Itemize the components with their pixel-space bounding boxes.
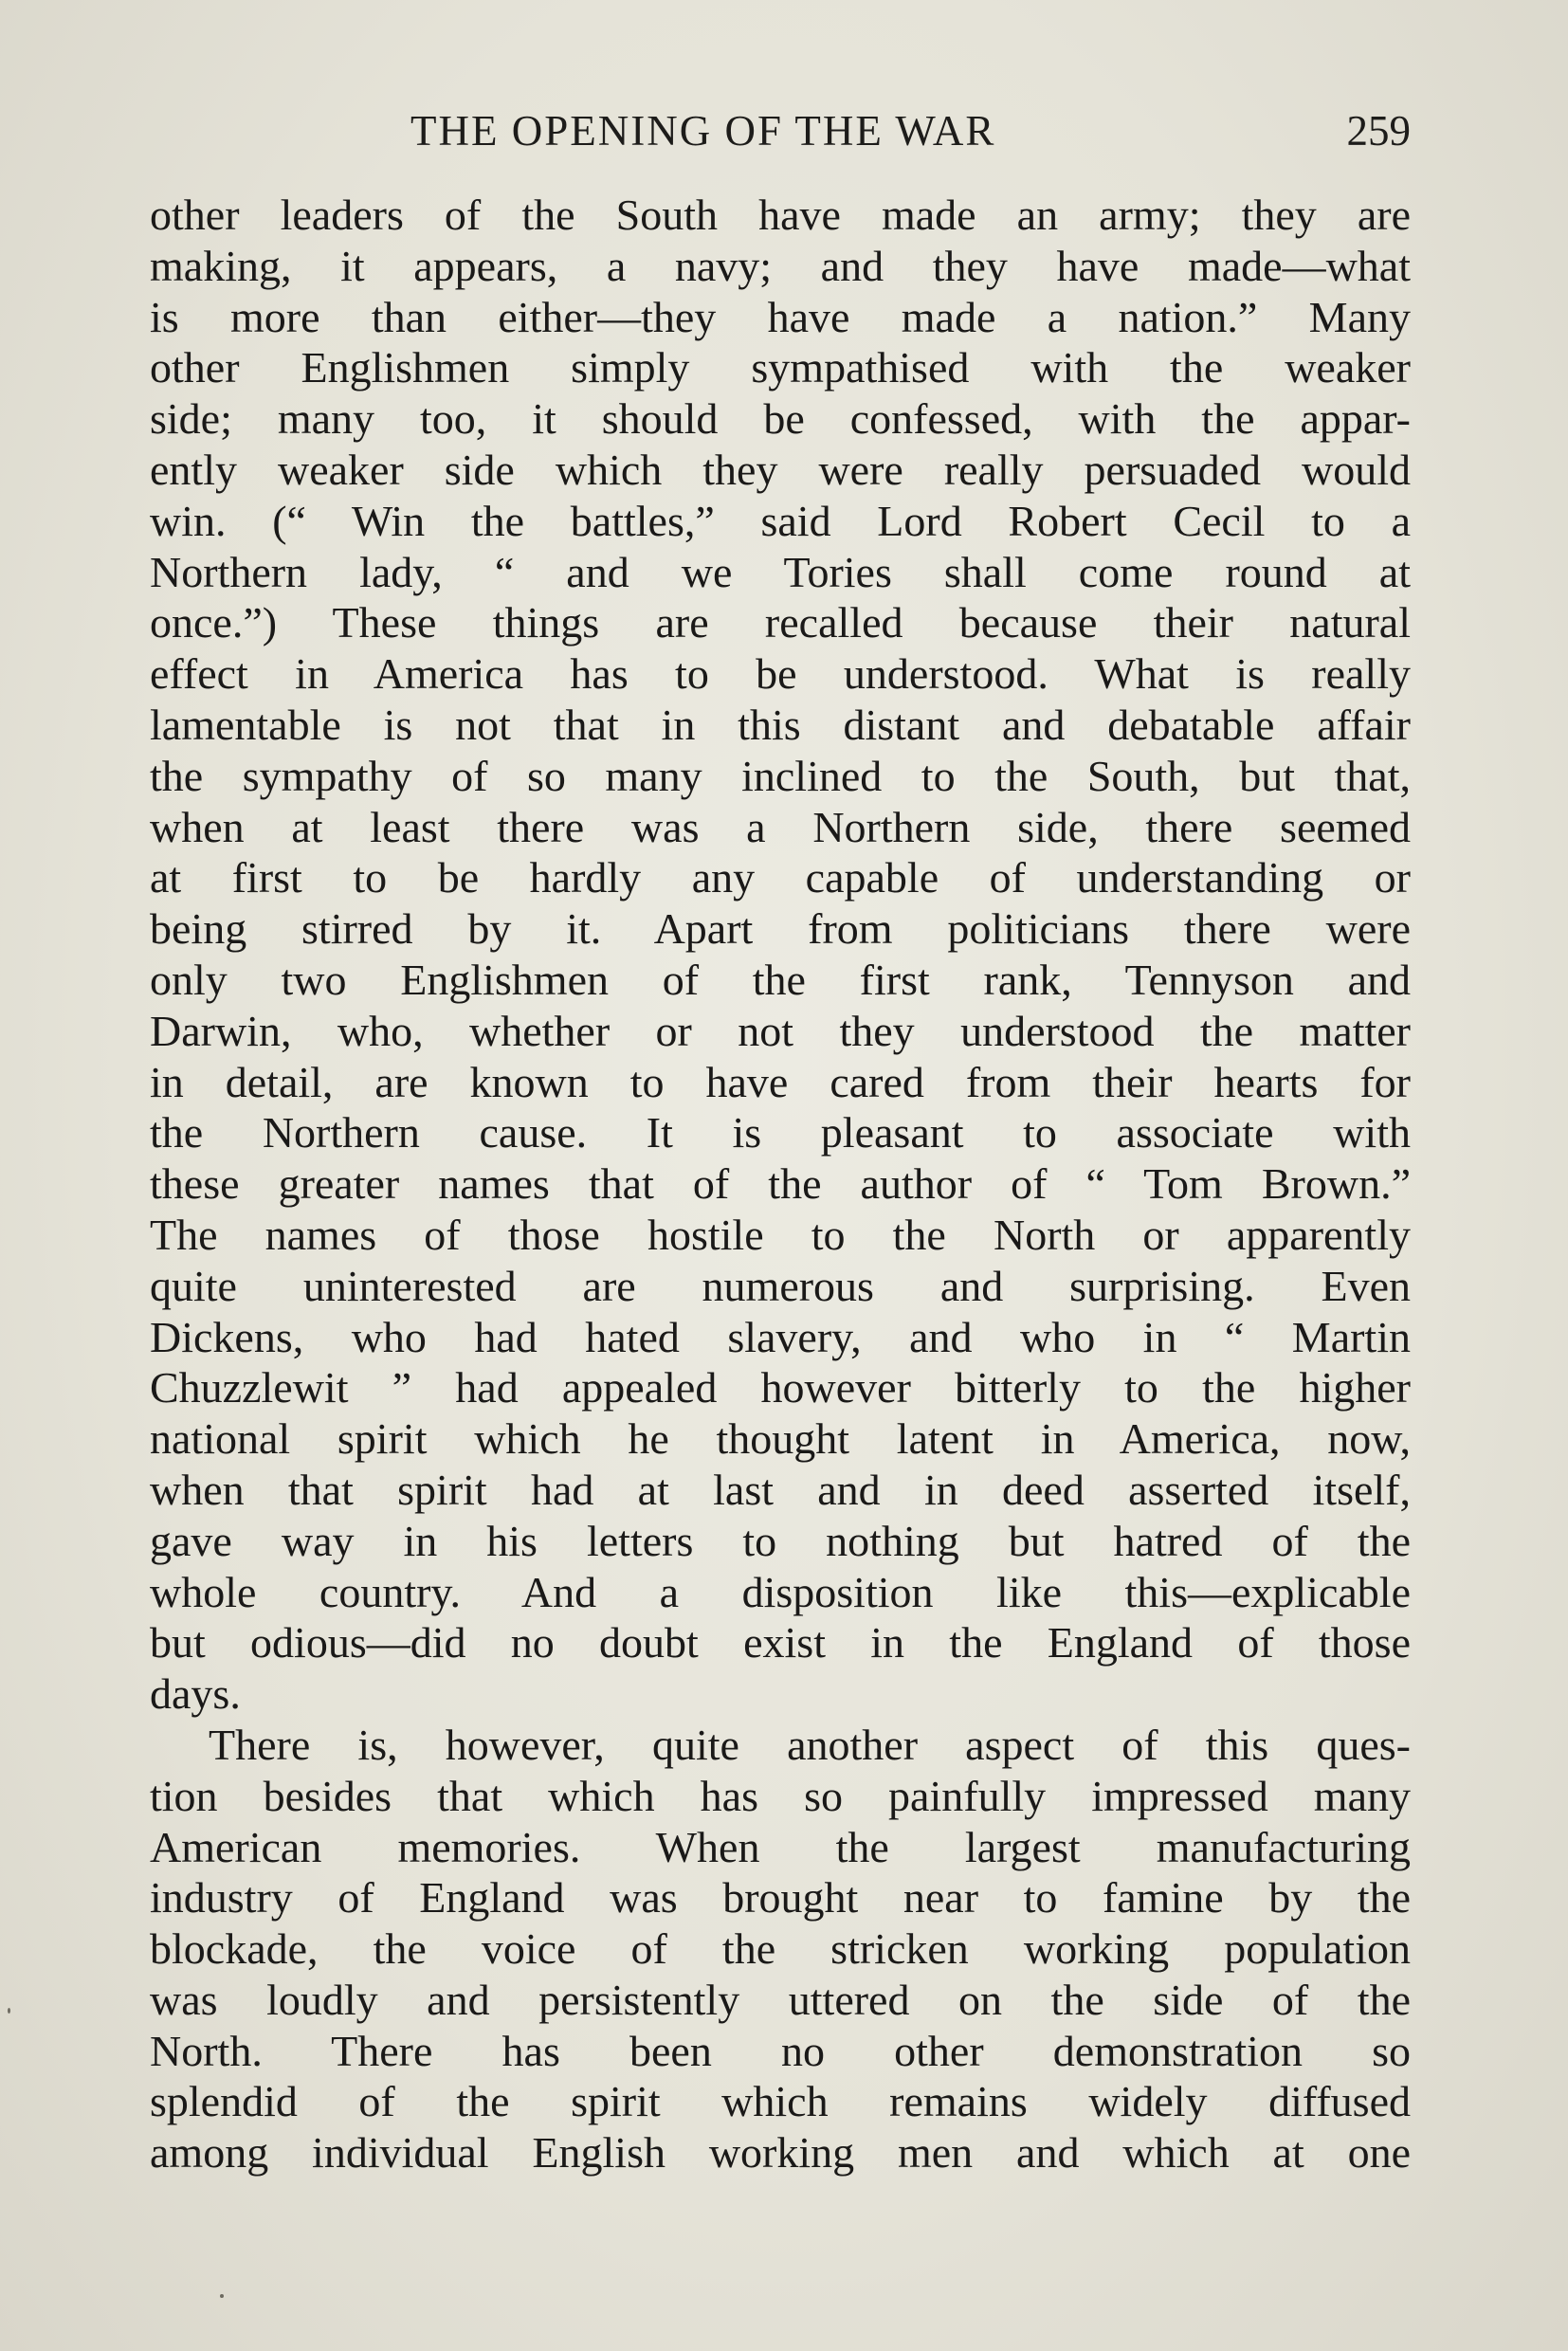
text-line: when at least there was a Northern side, there seemed	[150, 802, 1411, 851]
paragraph-1	[150, 190, 1411, 1720]
text-line: when that spirit had at last and in deed asserted itself,	[150, 1465, 1411, 1514]
text-line: is more than either—they have made a nation.” Many	[150, 292, 1411, 341]
text-line: other leaders of the South have made an army; they are	[150, 191, 1411, 239]
paragraph-2	[150, 1720, 1411, 2178]
text-line: once.”) These things are recalled because their natural	[150, 598, 1411, 647]
paper-speck	[8, 2008, 10, 2014]
body-text	[150, 190, 1411, 2178]
text-line: in detail, are known to have cared from their hearts for	[150, 1057, 1411, 1106]
text-line: days.	[150, 1669, 241, 1719]
text-line: but odious—did no doubt exist in the England of those	[150, 1618, 1411, 1668]
text-line: ently weaker side which they were really persuaded would	[150, 445, 1411, 494]
text-line: There is, however, quite another aspect of this ques-	[209, 1720, 1411, 1769]
text-line: being stirred by it. Apart from politicians there were	[150, 904, 1411, 954]
text-line: blockade, the voice of the stricken working population	[150, 1924, 1411, 1974]
text-line: Dickens, who had hated slavery, and who in “ Martin	[150, 1312, 1411, 1361]
running-title: THE OPENING OF THE WAR	[410, 107, 996, 155]
text-line: the Northern cause. It is pleasant to associate with	[150, 1108, 1411, 1157]
text-line: among individual English working men and which at one	[150, 2128, 1411, 2178]
text-line: Chuzzlewit ” had appealed however bitterly to the higher	[150, 1363, 1411, 1412]
text-line: American memories. When the largest manufacturing	[150, 1822, 1411, 1871]
text-line: splendid of the spirit which remains widely diffused	[150, 2077, 1411, 2126]
text-line: lamentable is not that in this distant and debatable affair	[150, 700, 1411, 749]
text-line: the sympathy of so many inclined to the South, but that,	[150, 751, 1411, 800]
text-line: quite uninterested are numerous and surprising. Even	[150, 1261, 1411, 1310]
text-line: Darwin, who, whether or not they understood the matter	[150, 1006, 1411, 1055]
text-line: at first to be hardly any capable of understanding or	[150, 853, 1411, 902]
text-line: win. (“ Win the battles,” said Lord Robert Cecil to a	[150, 496, 1411, 545]
text-line: making, it appears, a navy; and they have made—what	[150, 241, 1411, 290]
paper-speck	[220, 2294, 224, 2298]
text-line: effect in America has to be understood. What is really	[150, 649, 1411, 699]
text-line: side; many too, it should be confessed, with the appar-	[150, 394, 1411, 444]
text-line: North. There has been no other demonstration so	[150, 2026, 1411, 2075]
text-line: these greater names that of the author of “ Tom Brown.”	[150, 1159, 1411, 1209]
text-line: The names of those hostile to the North or apparently	[150, 1210, 1411, 1259]
text-line: national spirit which he thought latent in America, now,	[150, 1414, 1411, 1464]
text-line: gave way in his letters to nothing but hatred of the	[150, 1516, 1411, 1565]
text-line: whole country. And a disposition like this—explicable	[150, 1567, 1411, 1616]
page-number: 259	[1346, 107, 1411, 155]
text-line: industry of England was brought near to famine by the	[150, 1873, 1411, 1923]
text-line: only two Englishmen of the first rank, Tennyson and	[150, 955, 1411, 1004]
text-line: tion besides that which has so painfully impressed many	[150, 1771, 1411, 1820]
text-line: Northern lady, “ and we Tories shall come round at	[150, 547, 1411, 596]
text-line: was loudly and persistently uttered on the side of the	[150, 1975, 1411, 2024]
text-line: other Englishmen simply sympathised with the weaker	[150, 343, 1411, 392]
running-head	[150, 106, 1411, 163]
